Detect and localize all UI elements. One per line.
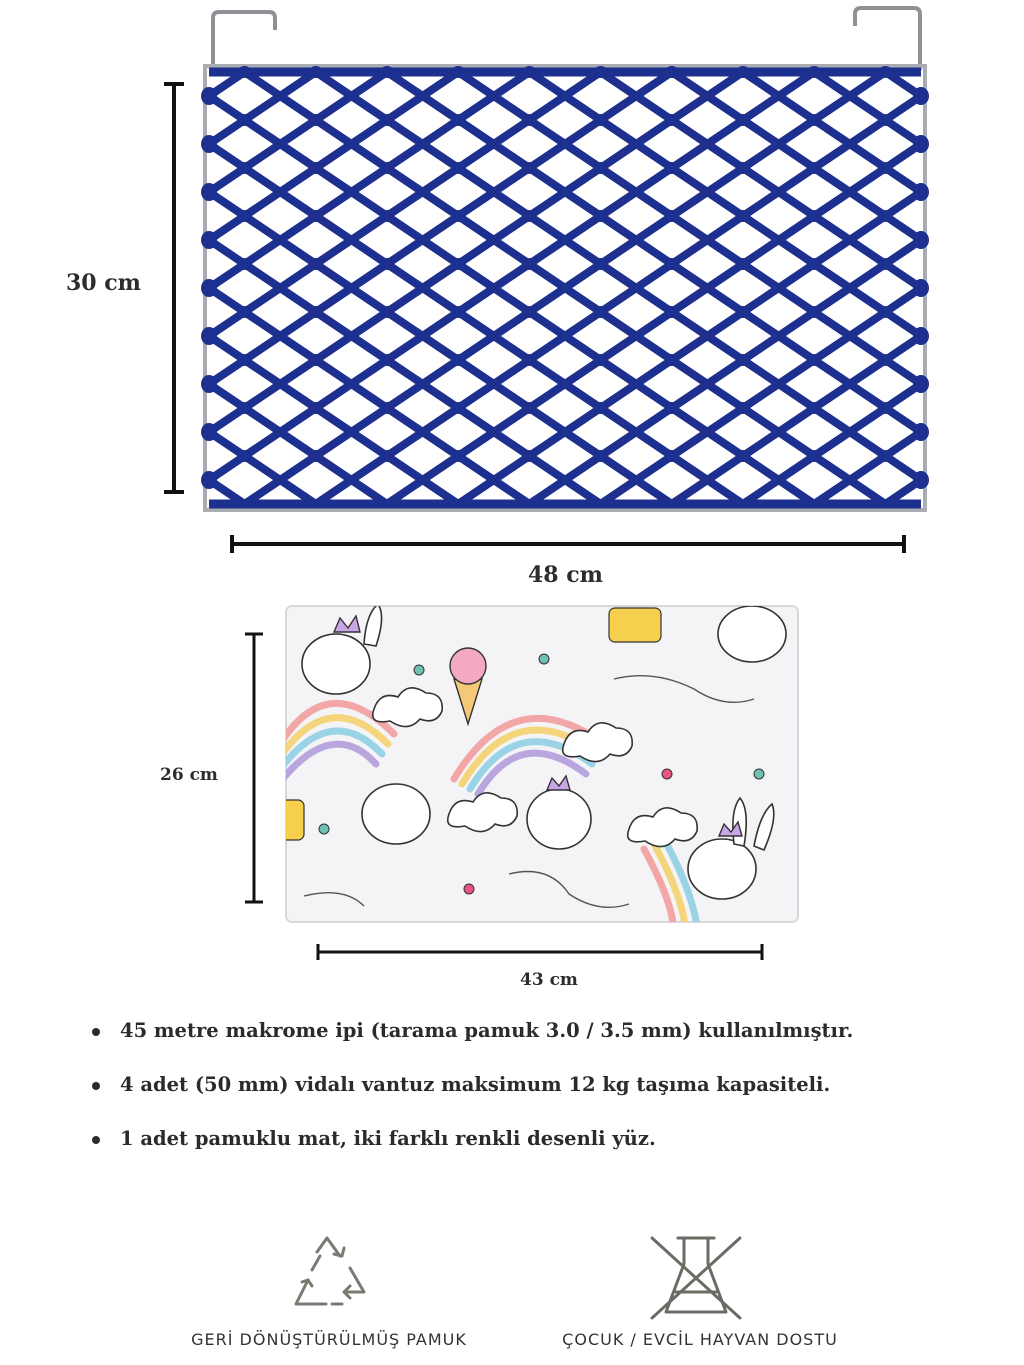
net-knot	[878, 114, 892, 126]
net-side-knot	[201, 87, 217, 105]
net-knot	[594, 210, 608, 222]
net-diamond	[494, 456, 565, 504]
net-side-knot	[201, 375, 217, 393]
net-diamond	[494, 312, 565, 360]
net-knot	[309, 114, 323, 126]
net-diamond	[850, 360, 921, 408]
net-diamond	[636, 456, 707, 504]
net-diamond	[351, 216, 422, 264]
net-knot	[736, 66, 750, 78]
net-knot	[736, 210, 750, 222]
net-knot	[736, 114, 750, 126]
net-diamond	[209, 360, 280, 408]
net-side-knot	[913, 327, 929, 345]
net-diamond	[565, 408, 636, 456]
net-diamond	[351, 120, 422, 168]
net-side-knot	[201, 183, 217, 201]
bullet-dot	[92, 1136, 100, 1144]
net-knot	[878, 66, 892, 78]
net-knot	[451, 162, 465, 174]
net-side-knot	[201, 279, 217, 297]
net-diamond	[707, 264, 778, 312]
net-diamond	[779, 264, 850, 312]
net-knot	[594, 258, 608, 270]
net-diamond	[209, 264, 280, 312]
net-diamond	[779, 120, 850, 168]
net-diamond	[209, 408, 280, 456]
net-diamond	[636, 72, 707, 120]
feature-bullet-list	[92, 1014, 992, 1176]
net-diamond	[209, 72, 280, 120]
net-knot	[878, 258, 892, 270]
feature-bullet-text: 1 adet pamuklu mat, iki farklı renkli desenli yüz.	[120, 1127, 656, 1150]
net-knot	[807, 450, 821, 462]
net-diamond	[636, 168, 707, 216]
net-knot	[807, 162, 821, 174]
net-side-knot	[201, 135, 217, 153]
net-diamond	[494, 264, 565, 312]
net-knot	[380, 162, 394, 174]
net-diamond	[707, 360, 778, 408]
net-diamond	[707, 216, 778, 264]
net-knot	[238, 306, 252, 318]
net-knot	[238, 354, 252, 366]
net-diamond	[707, 120, 778, 168]
net-knot	[309, 210, 323, 222]
net-diamond	[209, 216, 280, 264]
net-knot	[380, 210, 394, 222]
net-diamond	[280, 456, 351, 504]
net-knot	[594, 114, 608, 126]
no-harm-icon	[648, 1232, 744, 1322]
net-knot	[736, 258, 750, 270]
net-diamond	[779, 360, 850, 408]
net-height-dimension-line	[160, 78, 190, 498]
net-diamond	[850, 216, 921, 264]
net-diamond	[565, 168, 636, 216]
bullet-dot	[92, 1082, 100, 1090]
net-diamond	[494, 360, 565, 408]
net-knot	[309, 258, 323, 270]
net-diamond	[850, 456, 921, 504]
net-diamond	[280, 168, 351, 216]
net-knot	[380, 258, 394, 270]
net-knot	[807, 354, 821, 366]
net-diamond	[209, 120, 280, 168]
net-diamond	[850, 408, 921, 456]
child-pet-friendly-label: ÇOCUK / EVCİL HAYVAN DOSTU	[562, 1330, 838, 1349]
net-knot	[238, 114, 252, 126]
net-diamond	[779, 312, 850, 360]
net-knot	[807, 258, 821, 270]
net-diamond	[209, 312, 280, 360]
net-knot	[736, 450, 750, 462]
net-knot	[807, 402, 821, 414]
net-diamond	[565, 360, 636, 408]
net-knot	[878, 162, 892, 174]
net-diamond	[494, 408, 565, 456]
net-knot	[594, 162, 608, 174]
net-knot	[522, 114, 536, 126]
net-width-label: 48 cm	[528, 562, 603, 588]
net-knot	[522, 402, 536, 414]
feature-bullet-text: 45 metre makrome ipi (tarama pamuk 3.0 / 3.5 mm) kullanılmıştır.	[120, 1019, 854, 1042]
net-knot	[451, 306, 465, 318]
net-knot	[309, 306, 323, 318]
net-knot	[451, 210, 465, 222]
net-side-knot	[201, 423, 217, 441]
net-diamond	[423, 408, 494, 456]
feature-bullet-text: 4 adet (50 mm) vidalı vantuz maksimum 12 kg taşıma kapasiteli.	[120, 1073, 831, 1096]
net-side-knot	[913, 183, 929, 201]
net-diamond	[280, 216, 351, 264]
net-knot	[380, 66, 394, 78]
net-diamond	[565, 264, 636, 312]
bullet-dot	[92, 1028, 100, 1036]
net-diamond	[636, 312, 707, 360]
net-diamond	[351, 72, 422, 120]
net-diamond	[636, 360, 707, 408]
net-knot	[665, 66, 679, 78]
net-knot	[665, 258, 679, 270]
net-diamond	[707, 168, 778, 216]
net-diamond	[280, 120, 351, 168]
net-knot	[878, 402, 892, 414]
net-diamond	[565, 312, 636, 360]
net-knot	[807, 306, 821, 318]
net-diamond	[423, 216, 494, 264]
net-side-knot	[913, 375, 929, 393]
feature-bullet-item	[92, 1014, 992, 1068]
net-diamond	[636, 216, 707, 264]
net-diamond	[850, 312, 921, 360]
net-knot	[665, 354, 679, 366]
net-side-knot	[201, 231, 217, 249]
net-knot	[522, 210, 536, 222]
net-knot	[594, 354, 608, 366]
mat-height-dimension-line	[242, 630, 266, 906]
net-diamond	[494, 72, 565, 120]
net-diamond	[565, 216, 636, 264]
net-knot	[238, 66, 252, 78]
net-diamond	[779, 408, 850, 456]
net-diamond	[707, 456, 778, 504]
net-knot	[451, 66, 465, 78]
net-knot	[380, 450, 394, 462]
net-diamond	[280, 264, 351, 312]
net-knot	[238, 402, 252, 414]
net-side-knot	[913, 471, 929, 489]
net-diamond	[707, 72, 778, 120]
net-knot	[522, 162, 536, 174]
net-knot	[380, 354, 394, 366]
net-knot	[736, 306, 750, 318]
net-diamond	[850, 168, 921, 216]
net-knot	[451, 402, 465, 414]
net-knot	[878, 306, 892, 318]
net-knot	[594, 402, 608, 414]
net-knot	[665, 450, 679, 462]
net-side-knot	[201, 327, 217, 345]
net-knot	[736, 354, 750, 366]
recycled-cotton-label: GERİ DÖNÜŞTÜRÜLMÜŞ PAMUK	[191, 1330, 467, 1349]
net-diamond	[779, 168, 850, 216]
net-side-knot	[913, 231, 929, 249]
net-diamond	[565, 72, 636, 120]
net-diamond	[494, 120, 565, 168]
net-side-knot	[201, 471, 217, 489]
net-side-knot	[913, 87, 929, 105]
net-knot	[807, 66, 821, 78]
net-knot	[309, 450, 323, 462]
net-side-knot	[913, 279, 929, 297]
net-diamond	[280, 72, 351, 120]
net-knot	[665, 114, 679, 126]
net-knot	[309, 354, 323, 366]
net-knot	[522, 258, 536, 270]
net-height-label: 30 cm	[66, 270, 141, 296]
net-knot	[238, 258, 252, 270]
net-knot	[665, 402, 679, 414]
net-diamond	[280, 360, 351, 408]
net-knot	[451, 258, 465, 270]
net-knot	[522, 450, 536, 462]
net-diamond	[423, 312, 494, 360]
net-knot	[238, 450, 252, 462]
net-knot	[522, 354, 536, 366]
net-diamond	[850, 120, 921, 168]
net-knot	[380, 402, 394, 414]
net-knot	[238, 210, 252, 222]
net-diamond	[707, 312, 778, 360]
net-width-dimension-line	[228, 532, 908, 556]
net-diamond	[423, 456, 494, 504]
net-knot	[736, 162, 750, 174]
net-diamond	[209, 456, 280, 504]
net-side-knot	[913, 135, 929, 153]
net-knot	[594, 450, 608, 462]
mat-width-label: 43 cm	[520, 970, 578, 990]
net-diamond	[423, 72, 494, 120]
net-knot	[878, 210, 892, 222]
net-diamond	[280, 312, 351, 360]
net-diamond	[636, 120, 707, 168]
net-diamond	[779, 72, 850, 120]
net-diamond	[423, 360, 494, 408]
net-knot	[878, 354, 892, 366]
net-diamond	[351, 312, 422, 360]
net-knot	[807, 114, 821, 126]
net-diamond	[779, 456, 850, 504]
net-diamond	[494, 168, 565, 216]
net-knot	[238, 162, 252, 174]
net-diamond	[351, 264, 422, 312]
net-knot	[665, 162, 679, 174]
net-knot	[807, 210, 821, 222]
net-diamond	[351, 168, 422, 216]
net-knot	[309, 402, 323, 414]
net-diamond	[423, 264, 494, 312]
net-knot	[380, 306, 394, 318]
net-diamond	[351, 408, 422, 456]
net-knot	[451, 450, 465, 462]
net-diamond	[494, 216, 565, 264]
feature-bullet-item	[92, 1068, 992, 1122]
net-diamond	[850, 72, 921, 120]
net-side-knot	[913, 423, 929, 441]
net-knot	[451, 114, 465, 126]
net-diamond	[779, 216, 850, 264]
net-knot	[380, 114, 394, 126]
mat-width-dimension-line	[314, 942, 766, 962]
net-diamond	[565, 120, 636, 168]
macrame-net-image	[195, 0, 935, 525]
net-diamond	[351, 456, 422, 504]
net-knot	[665, 210, 679, 222]
net-knot	[309, 66, 323, 78]
net-diamond	[636, 264, 707, 312]
net-knot	[736, 402, 750, 414]
net-diamond	[209, 168, 280, 216]
net-knot	[309, 162, 323, 174]
net-diamond	[423, 168, 494, 216]
patterned-mat-image	[284, 604, 800, 924]
net-diamond	[423, 120, 494, 168]
net-diamond	[280, 408, 351, 456]
net-diamond	[636, 408, 707, 456]
net-knot	[522, 306, 536, 318]
mat-height-label: 26 cm	[160, 765, 218, 785]
net-knot	[522, 66, 536, 78]
net-diamond	[565, 456, 636, 504]
net-knot	[878, 450, 892, 462]
net-knot	[594, 306, 608, 318]
net-diamond	[850, 264, 921, 312]
net-diamond	[351, 360, 422, 408]
net-knot	[665, 306, 679, 318]
net-knot	[451, 354, 465, 366]
feature-bullet-item	[92, 1122, 992, 1176]
net-knot	[594, 66, 608, 78]
net-diamond	[707, 408, 778, 456]
recycle-icon	[284, 1234, 374, 1318]
